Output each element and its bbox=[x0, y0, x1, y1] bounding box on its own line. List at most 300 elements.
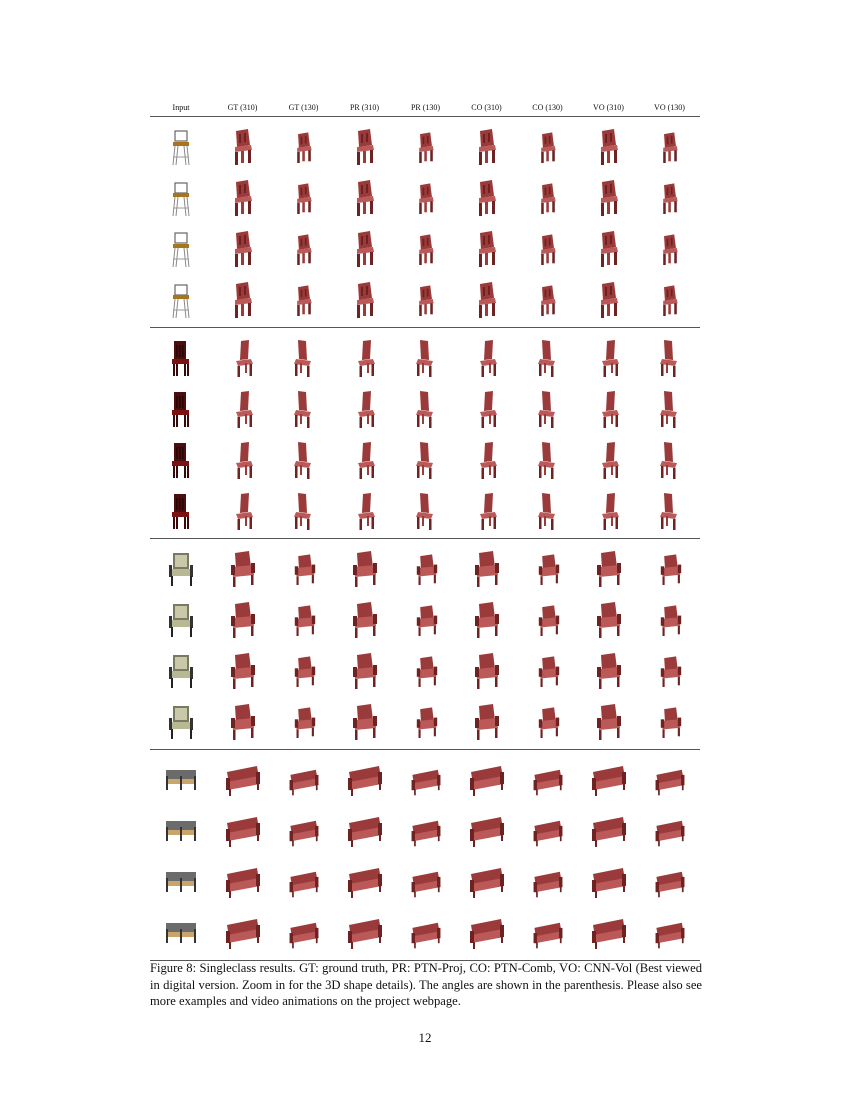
results-grid bbox=[150, 117, 700, 961]
reconstruction-thumbnail bbox=[212, 805, 273, 856]
input-image bbox=[150, 543, 212, 594]
reconstruction-thumbnail bbox=[273, 856, 334, 907]
reconstruction-thumbnail bbox=[639, 594, 700, 645]
result-row bbox=[150, 754, 700, 805]
shape-render bbox=[284, 336, 324, 380]
result-group bbox=[150, 328, 700, 539]
reconstruction-thumbnail bbox=[273, 332, 334, 383]
reconstruction-thumbnail bbox=[456, 805, 517, 856]
reconstruction-thumbnail bbox=[456, 223, 517, 274]
shape-render bbox=[406, 860, 446, 904]
reconstruction-thumbnail bbox=[334, 907, 395, 958]
reconstruction-thumbnail bbox=[334, 856, 395, 907]
reconstruction-thumbnail bbox=[517, 907, 578, 958]
column-header: PR (130) bbox=[410, 102, 441, 112]
reconstruction-thumbnail bbox=[639, 485, 700, 536]
shape-render bbox=[528, 125, 568, 169]
input-render bbox=[161, 547, 201, 591]
shape-render bbox=[589, 336, 629, 380]
reconstruction-thumbnail bbox=[334, 274, 395, 325]
shape-render bbox=[589, 387, 629, 431]
reconstruction-thumbnail bbox=[517, 485, 578, 536]
shape-render bbox=[467, 700, 507, 744]
reconstruction-thumbnail bbox=[578, 485, 639, 536]
shape-render bbox=[223, 176, 263, 220]
reconstruction-thumbnail bbox=[395, 645, 456, 696]
reconstruction-thumbnail bbox=[334, 434, 395, 485]
reconstruction-thumbnail bbox=[639, 696, 700, 747]
shape-render bbox=[284, 176, 324, 220]
reconstruction-thumbnail bbox=[578, 223, 639, 274]
column-header: Input bbox=[172, 102, 190, 112]
shape-render bbox=[650, 387, 690, 431]
input-image bbox=[150, 274, 212, 325]
result-row bbox=[150, 645, 700, 696]
reconstruction-thumbnail bbox=[456, 274, 517, 325]
reconstruction-thumbnail bbox=[639, 383, 700, 434]
reconstruction-thumbnail bbox=[273, 172, 334, 223]
shape-render bbox=[467, 336, 507, 380]
shape-render bbox=[528, 438, 568, 482]
shape-render bbox=[345, 860, 385, 904]
reconstruction-thumbnail bbox=[212, 332, 273, 383]
shape-render bbox=[406, 278, 446, 322]
result-row bbox=[150, 121, 700, 172]
shape-render bbox=[284, 758, 324, 802]
shape-render bbox=[284, 860, 324, 904]
reconstruction-thumbnail bbox=[517, 223, 578, 274]
reconstruction-thumbnail bbox=[334, 383, 395, 434]
reconstruction-thumbnail bbox=[517, 805, 578, 856]
input-image bbox=[150, 121, 212, 172]
page-number: 12 bbox=[418, 1030, 432, 1045]
result-group bbox=[150, 539, 700, 750]
shape-render bbox=[284, 278, 324, 322]
reconstruction-thumbnail bbox=[273, 696, 334, 747]
shape-render bbox=[467, 125, 507, 169]
shape-render bbox=[528, 809, 568, 853]
shape-render bbox=[528, 489, 568, 533]
reconstruction-thumbnail bbox=[517, 172, 578, 223]
shape-render bbox=[345, 809, 385, 853]
shape-render bbox=[650, 278, 690, 322]
reconstruction-thumbnail bbox=[517, 121, 578, 172]
shape-render bbox=[284, 649, 324, 693]
shape-render bbox=[467, 387, 507, 431]
shape-render bbox=[284, 547, 324, 591]
reconstruction-thumbnail bbox=[517, 543, 578, 594]
reconstruction-thumbnail bbox=[395, 543, 456, 594]
shape-render bbox=[589, 860, 629, 904]
reconstruction-thumbnail bbox=[395, 383, 456, 434]
shape-render bbox=[528, 278, 568, 322]
shape-render bbox=[284, 387, 324, 431]
shape-render bbox=[223, 547, 263, 591]
shape-render bbox=[650, 227, 690, 271]
reconstruction-thumbnail bbox=[395, 121, 456, 172]
reconstruction-thumbnail bbox=[639, 754, 700, 805]
reconstruction-thumbnail bbox=[212, 485, 273, 536]
shape-render bbox=[528, 700, 568, 744]
reconstruction-thumbnail bbox=[395, 907, 456, 958]
result-group bbox=[150, 750, 700, 961]
shape-render bbox=[345, 911, 385, 955]
shape-render bbox=[406, 598, 446, 642]
reconstruction-thumbnail bbox=[639, 543, 700, 594]
column-header: PR (310) bbox=[349, 102, 380, 112]
reconstruction-thumbnail bbox=[212, 434, 273, 485]
reconstruction-thumbnail bbox=[395, 485, 456, 536]
shape-render bbox=[284, 700, 324, 744]
shape-render bbox=[467, 809, 507, 853]
shape-render bbox=[406, 911, 446, 955]
shape-render bbox=[589, 125, 629, 169]
shape-render bbox=[589, 489, 629, 533]
reconstruction-thumbnail bbox=[395, 434, 456, 485]
shape-render bbox=[650, 860, 690, 904]
shape-render bbox=[589, 278, 629, 322]
reconstruction-thumbnail bbox=[273, 274, 334, 325]
reconstruction-thumbnail bbox=[395, 805, 456, 856]
shape-render bbox=[528, 860, 568, 904]
reconstruction-thumbnail bbox=[395, 856, 456, 907]
reconstruction-thumbnail bbox=[517, 754, 578, 805]
reconstruction-thumbnail bbox=[639, 645, 700, 696]
input-render bbox=[161, 387, 201, 431]
shape-render bbox=[284, 489, 324, 533]
input-render bbox=[161, 758, 201, 802]
reconstruction-thumbnail bbox=[456, 754, 517, 805]
shape-render bbox=[528, 911, 568, 955]
column-header: GT (310) bbox=[227, 102, 258, 112]
reconstruction-thumbnail bbox=[578, 543, 639, 594]
shape-render bbox=[650, 176, 690, 220]
reconstruction-thumbnail bbox=[334, 543, 395, 594]
result-row bbox=[150, 434, 700, 485]
reconstruction-thumbnail bbox=[395, 696, 456, 747]
shape-render bbox=[650, 649, 690, 693]
reconstruction-thumbnail bbox=[334, 223, 395, 274]
reconstruction-thumbnail bbox=[395, 594, 456, 645]
reconstruction-thumbnail bbox=[517, 696, 578, 747]
shape-render bbox=[345, 547, 385, 591]
shape-render bbox=[406, 227, 446, 271]
reconstruction-thumbnail bbox=[639, 274, 700, 325]
input-image bbox=[150, 805, 212, 856]
input-image bbox=[150, 856, 212, 907]
input-image bbox=[150, 485, 212, 536]
reconstruction-thumbnail bbox=[456, 121, 517, 172]
column-header-row bbox=[150, 98, 700, 116]
shape-render bbox=[284, 125, 324, 169]
column-header: CO (130) bbox=[532, 102, 563, 112]
shape-render bbox=[406, 649, 446, 693]
reconstruction-thumbnail bbox=[273, 434, 334, 485]
shape-render bbox=[406, 176, 446, 220]
reconstruction-thumbnail bbox=[578, 274, 639, 325]
shape-render bbox=[650, 598, 690, 642]
reconstruction-thumbnail bbox=[212, 543, 273, 594]
reconstruction-thumbnail bbox=[639, 856, 700, 907]
shape-render bbox=[467, 649, 507, 693]
reconstruction-thumbnail bbox=[578, 754, 639, 805]
reconstruction-thumbnail bbox=[517, 332, 578, 383]
reconstruction-thumbnail bbox=[395, 172, 456, 223]
reconstruction-thumbnail bbox=[273, 645, 334, 696]
shape-render bbox=[223, 227, 263, 271]
reconstruction-thumbnail bbox=[517, 434, 578, 485]
reconstruction-thumbnail bbox=[456, 645, 517, 696]
shape-render bbox=[406, 387, 446, 431]
reconstruction-thumbnail bbox=[212, 907, 273, 958]
shape-render bbox=[345, 758, 385, 802]
shape-render bbox=[345, 125, 385, 169]
result-row bbox=[150, 383, 700, 434]
reconstruction-thumbnail bbox=[334, 485, 395, 536]
shape-render bbox=[345, 336, 385, 380]
input-image bbox=[150, 594, 212, 645]
reconstruction-thumbnail bbox=[212, 172, 273, 223]
input-render bbox=[161, 125, 201, 169]
reconstruction-thumbnail bbox=[273, 121, 334, 172]
reconstruction-thumbnail bbox=[517, 645, 578, 696]
reconstruction-thumbnail bbox=[212, 223, 273, 274]
shape-render bbox=[650, 911, 690, 955]
shape-render bbox=[589, 547, 629, 591]
reconstruction-thumbnail bbox=[273, 485, 334, 536]
shape-render bbox=[345, 438, 385, 482]
reconstruction-thumbnail bbox=[334, 594, 395, 645]
reconstruction-thumbnail bbox=[334, 172, 395, 223]
reconstruction-thumbnail bbox=[334, 332, 395, 383]
shape-render bbox=[467, 598, 507, 642]
shape-render bbox=[406, 125, 446, 169]
shape-render bbox=[223, 598, 263, 642]
reconstruction-thumbnail bbox=[395, 754, 456, 805]
shape-render bbox=[345, 387, 385, 431]
reconstruction-thumbnail bbox=[578, 805, 639, 856]
reconstruction-thumbnail bbox=[212, 754, 273, 805]
result-row bbox=[150, 485, 700, 536]
reconstruction-thumbnail bbox=[639, 121, 700, 172]
input-image bbox=[150, 754, 212, 805]
input-render bbox=[161, 649, 201, 693]
shape-render bbox=[650, 489, 690, 533]
reconstruction-thumbnail bbox=[578, 383, 639, 434]
shape-render bbox=[589, 438, 629, 482]
input-image bbox=[150, 223, 212, 274]
input-image bbox=[150, 172, 212, 223]
reconstruction-thumbnail bbox=[456, 172, 517, 223]
shape-render bbox=[406, 809, 446, 853]
shape-render bbox=[345, 649, 385, 693]
shape-render bbox=[223, 278, 263, 322]
shape-render bbox=[406, 336, 446, 380]
shape-render bbox=[406, 547, 446, 591]
shape-render bbox=[284, 438, 324, 482]
figure-8 bbox=[150, 98, 700, 961]
shape-render bbox=[223, 809, 263, 853]
figure-caption: Figure 8: Singleclass results. GT: ground truth, PR: PTN-Proj, CO: PTN-Comb, VO: CNN-Vol (Best viewed in digital version. Zoom in for the 3D shape details). The angles are shown in the parenthesis. Please also see more examples and video animations on the project webpage. bbox=[150, 961, 702, 1008]
input-image bbox=[150, 332, 212, 383]
reconstruction-thumbnail bbox=[334, 645, 395, 696]
shape-render bbox=[528, 598, 568, 642]
input-image bbox=[150, 907, 212, 958]
reconstruction-thumbnail bbox=[456, 907, 517, 958]
shape-render bbox=[223, 438, 263, 482]
shape-render bbox=[467, 489, 507, 533]
input-render bbox=[161, 438, 201, 482]
result-row bbox=[150, 274, 700, 325]
column-header: VO (130) bbox=[654, 102, 685, 112]
shape-render bbox=[406, 438, 446, 482]
shape-render bbox=[528, 649, 568, 693]
shape-render bbox=[345, 489, 385, 533]
reconstruction-thumbnail bbox=[212, 383, 273, 434]
shape-render bbox=[223, 700, 263, 744]
reconstruction-thumbnail bbox=[395, 223, 456, 274]
reconstruction-thumbnail bbox=[639, 907, 700, 958]
shape-render bbox=[589, 649, 629, 693]
reconstruction-thumbnail bbox=[639, 332, 700, 383]
shape-render bbox=[223, 649, 263, 693]
shape-render bbox=[467, 911, 507, 955]
shape-render bbox=[223, 387, 263, 431]
reconstruction-thumbnail bbox=[334, 805, 395, 856]
shape-render bbox=[467, 860, 507, 904]
reconstruction-thumbnail bbox=[212, 121, 273, 172]
shape-render bbox=[467, 227, 507, 271]
reconstruction-thumbnail bbox=[639, 434, 700, 485]
result-row bbox=[150, 907, 700, 958]
input-image bbox=[150, 383, 212, 434]
column-header: CO (310) bbox=[471, 102, 502, 112]
shape-render bbox=[528, 387, 568, 431]
input-render bbox=[161, 911, 201, 955]
shape-render bbox=[345, 227, 385, 271]
input-render bbox=[161, 860, 201, 904]
reconstruction-thumbnail bbox=[578, 645, 639, 696]
reconstruction-thumbnail bbox=[578, 434, 639, 485]
reconstruction-thumbnail bbox=[517, 856, 578, 907]
reconstruction-thumbnail bbox=[273, 594, 334, 645]
reconstruction-thumbnail bbox=[456, 383, 517, 434]
result-row bbox=[150, 856, 700, 907]
reconstruction-thumbnail bbox=[456, 485, 517, 536]
shape-render bbox=[345, 278, 385, 322]
result-row bbox=[150, 223, 700, 274]
input-render bbox=[161, 278, 201, 322]
reconstruction-thumbnail bbox=[456, 434, 517, 485]
input-render bbox=[161, 227, 201, 271]
reconstruction-thumbnail bbox=[517, 594, 578, 645]
reconstruction-thumbnail bbox=[334, 696, 395, 747]
shape-render bbox=[650, 758, 690, 802]
shape-render bbox=[406, 489, 446, 533]
shape-render bbox=[284, 911, 324, 955]
input-image bbox=[150, 696, 212, 747]
shape-render bbox=[284, 598, 324, 642]
shape-render bbox=[284, 227, 324, 271]
result-row bbox=[150, 594, 700, 645]
shape-render bbox=[650, 809, 690, 853]
input-render bbox=[161, 809, 201, 853]
reconstruction-thumbnail bbox=[456, 594, 517, 645]
shape-render bbox=[406, 758, 446, 802]
reconstruction-thumbnail bbox=[456, 543, 517, 594]
reconstruction-thumbnail bbox=[273, 754, 334, 805]
reconstruction-thumbnail bbox=[395, 274, 456, 325]
reconstruction-thumbnail bbox=[578, 332, 639, 383]
shape-render bbox=[223, 336, 263, 380]
shape-render bbox=[467, 547, 507, 591]
shape-render bbox=[528, 547, 568, 591]
shape-render bbox=[650, 336, 690, 380]
result-row bbox=[150, 696, 700, 747]
column-header: VO (310) bbox=[593, 102, 624, 112]
result-row bbox=[150, 332, 700, 383]
input-image bbox=[150, 434, 212, 485]
reconstruction-thumbnail bbox=[212, 696, 273, 747]
result-row bbox=[150, 543, 700, 594]
reconstruction-thumbnail bbox=[639, 223, 700, 274]
input-render bbox=[161, 336, 201, 380]
shape-render bbox=[589, 598, 629, 642]
reconstruction-thumbnail bbox=[456, 332, 517, 383]
reconstruction-thumbnail bbox=[456, 696, 517, 747]
shape-render bbox=[467, 278, 507, 322]
shape-render bbox=[467, 176, 507, 220]
reconstruction-thumbnail bbox=[273, 805, 334, 856]
input-render bbox=[161, 489, 201, 533]
reconstruction-thumbnail bbox=[456, 856, 517, 907]
shape-render bbox=[650, 438, 690, 482]
shape-render bbox=[467, 438, 507, 482]
reconstruction-thumbnail bbox=[578, 172, 639, 223]
shape-render bbox=[528, 336, 568, 380]
reconstruction-thumbnail bbox=[517, 274, 578, 325]
reconstruction-thumbnail bbox=[517, 383, 578, 434]
shape-render bbox=[589, 911, 629, 955]
shape-render bbox=[345, 598, 385, 642]
shape-render bbox=[345, 176, 385, 220]
shape-render bbox=[223, 489, 263, 533]
column-header: GT (130) bbox=[288, 102, 319, 112]
result-row bbox=[150, 805, 700, 856]
reconstruction-thumbnail bbox=[578, 856, 639, 907]
shape-render bbox=[284, 809, 324, 853]
reconstruction-thumbnail bbox=[639, 172, 700, 223]
shape-render bbox=[589, 227, 629, 271]
shape-render bbox=[528, 758, 568, 802]
shape-render bbox=[650, 125, 690, 169]
shape-render bbox=[223, 911, 263, 955]
reconstruction-thumbnail bbox=[212, 645, 273, 696]
shape-render bbox=[223, 125, 263, 169]
input-render bbox=[161, 176, 201, 220]
reconstruction-thumbnail bbox=[578, 696, 639, 747]
reconstruction-thumbnail bbox=[212, 594, 273, 645]
shape-render bbox=[589, 176, 629, 220]
shape-render bbox=[528, 176, 568, 220]
reconstruction-thumbnail bbox=[273, 383, 334, 434]
shape-render bbox=[589, 809, 629, 853]
reconstruction-thumbnail bbox=[334, 754, 395, 805]
shape-render bbox=[467, 758, 507, 802]
shape-render bbox=[345, 700, 385, 744]
reconstruction-thumbnail bbox=[578, 121, 639, 172]
result-row bbox=[150, 172, 700, 223]
